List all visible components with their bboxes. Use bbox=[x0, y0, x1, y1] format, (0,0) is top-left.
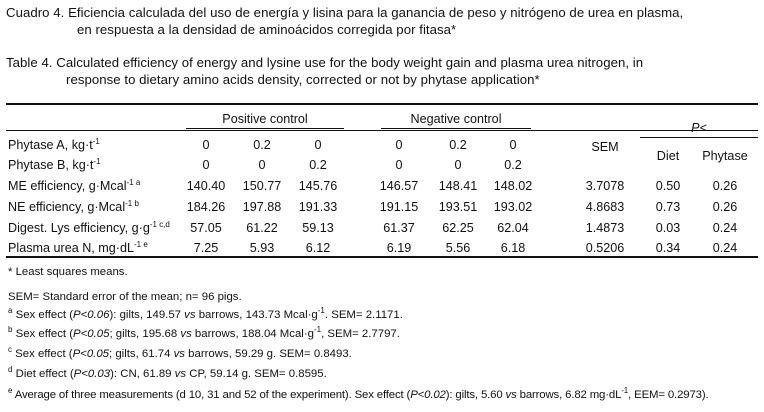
footnote-e-pre: Average of three measurements (d 10, 31 and 52 of the experiment). Sex effect ( bbox=[14, 389, 411, 401]
footnote-e-post: , EEM= 0.2973). bbox=[628, 389, 709, 401]
table-cell: 6.18 bbox=[500, 241, 526, 255]
footnote-a-sup: -1 bbox=[317, 306, 325, 316]
table-cell: 0.2 bbox=[449, 138, 467, 152]
footnote-c-pre: Sex effect ( bbox=[15, 348, 73, 360]
footnote-c-mark: c bbox=[8, 345, 12, 355]
table-cell: 197.88 bbox=[242, 200, 282, 214]
footnote-d-mark: d bbox=[8, 365, 13, 375]
table-cell: 57.05 bbox=[190, 221, 222, 235]
row-label bbox=[8, 178, 140, 194]
table-cell: 191.33 bbox=[298, 200, 338, 214]
footnote-e-text: ): gilts, 5.60 bbox=[445, 389, 506, 401]
footnote-e-mark: e bbox=[8, 386, 13, 396]
table-cell: 0.2 bbox=[253, 138, 271, 152]
footnote-d-text2: CP, 59.14 g. SEM= 0.8595. bbox=[186, 368, 327, 380]
footnote-b-pre: Sex effect ( bbox=[15, 328, 74, 340]
row-label-sup: -1 c,d bbox=[149, 219, 170, 229]
sem-cell: 0.5206 bbox=[585, 241, 625, 255]
footnote-sem: SEM= Standard error of the mean; n= 96 pigs. bbox=[8, 291, 242, 303]
row-label bbox=[8, 220, 170, 236]
table-cell: 5.93 bbox=[249, 241, 275, 255]
negative-group-rule bbox=[381, 128, 531, 129]
footnote-star: * Least squares means. bbox=[8, 266, 128, 278]
table-cell: 0.2 bbox=[309, 158, 327, 172]
row-label-sup: -1 b bbox=[125, 198, 139, 208]
sem-cell: 1.4873 bbox=[585, 221, 625, 235]
diet-p-cell: 0.50 bbox=[655, 179, 681, 193]
footnote-d-pre: Diet effect ( bbox=[15, 368, 74, 380]
footnote-c bbox=[8, 347, 352, 361]
table-cell: 150.77 bbox=[242, 179, 282, 193]
phytase-p-cell: 0.26 bbox=[712, 200, 738, 214]
row-label-sup: -1 e bbox=[134, 239, 148, 249]
phytase-p-cell: 0.26 bbox=[712, 179, 738, 193]
footnote-a-text: ): gilts, 149.57 bbox=[109, 309, 185, 321]
footnote-e-text2: barrows, 6.82 mg·dL bbox=[516, 389, 622, 401]
sem-cell: 4.8683 bbox=[585, 200, 625, 214]
footnote-c-text: ; gilts, 61.74 bbox=[109, 348, 174, 360]
table-cell: 0 bbox=[202, 158, 210, 172]
footnote-a-text2: barrows, 143.73 Mcal·g bbox=[195, 309, 318, 321]
table-cell: 148.41 bbox=[438, 179, 478, 193]
table-cell: 6.19 bbox=[386, 241, 412, 255]
footnote-b-p: P<0.05 bbox=[73, 328, 110, 340]
positive-group-rule bbox=[186, 128, 344, 129]
phytase-p-cell: 0.24 bbox=[712, 241, 738, 255]
table-top-rule bbox=[6, 103, 758, 105]
table-cell: 184.26 bbox=[186, 200, 226, 214]
table-cell: 61.37 bbox=[383, 221, 415, 235]
footnote-b-vs: vs bbox=[180, 328, 192, 340]
p-group-rule bbox=[640, 137, 758, 138]
footnote-b-text: ; gilts, 195.68 bbox=[109, 328, 181, 340]
footnote-c-text2: barrows, 59.29 g. SEM= 0.8493. bbox=[184, 348, 352, 360]
table-cell: 0 bbox=[454, 158, 462, 172]
diet-subheader: Diet bbox=[656, 149, 680, 163]
table-cell: 0 bbox=[395, 138, 403, 152]
footnote-e-sup: -1 bbox=[621, 386, 629, 396]
caption-spanish bbox=[6, 4, 683, 38]
footnote-c-vs: vs bbox=[173, 348, 185, 360]
p-header: P< bbox=[691, 121, 707, 135]
footnote-a-post: . SEM= 2.1171. bbox=[324, 309, 403, 321]
table-cell: 62.04 bbox=[497, 221, 529, 235]
footnote-e-p: P<0.02 bbox=[410, 389, 446, 401]
negative-control-header: Negative control bbox=[410, 112, 502, 126]
diet-p-cell: 0.34 bbox=[655, 241, 681, 255]
table-cell: 5.56 bbox=[445, 241, 471, 255]
footnote-a-pre: Sex effect ( bbox=[15, 309, 74, 321]
footnote-b bbox=[8, 327, 400, 341]
footnote-a-mark: a bbox=[8, 306, 13, 316]
table-cell: 193.02 bbox=[493, 200, 533, 214]
footnote-b-post: , SEM= 2.7797. bbox=[321, 328, 400, 340]
footnote-d-vs: vs bbox=[174, 368, 187, 380]
table-cell: 0 bbox=[258, 158, 266, 172]
footnote-a-p: P<0.06 bbox=[73, 309, 110, 321]
table-cell: 193.51 bbox=[438, 200, 478, 214]
row-label bbox=[8, 157, 101, 173]
table-cell: 62.25 bbox=[442, 221, 474, 235]
table-bottom-rule bbox=[6, 256, 758, 258]
footnote-b-sup: -1 bbox=[313, 325, 322, 335]
table-cell: 0 bbox=[202, 138, 210, 152]
sem-cell: 3.7078 bbox=[585, 179, 625, 193]
footnote-c-p: P<0.05 bbox=[72, 348, 109, 360]
table-cell: 148.02 bbox=[493, 179, 533, 193]
row-label bbox=[8, 199, 139, 215]
footnote-a-vs: vs bbox=[184, 309, 196, 321]
row-label bbox=[8, 137, 100, 153]
table-cell: 145.76 bbox=[298, 179, 338, 193]
table-cell: 7.25 bbox=[193, 241, 219, 255]
table-cell: 191.15 bbox=[379, 200, 419, 214]
row-label-text: ME efficiency, g·Mcal bbox=[8, 179, 127, 193]
table-cell: 6.12 bbox=[305, 241, 331, 255]
diet-p-cell: 0.03 bbox=[655, 221, 681, 235]
row-label-sup: -1 bbox=[93, 156, 101, 166]
caption-en-line-2: response to dietary amino acids density, corrected or not by phytase application* bbox=[66, 72, 540, 87]
footnote-d bbox=[8, 367, 327, 381]
row-label bbox=[8, 240, 148, 256]
footnote-e-vs: vs bbox=[505, 389, 517, 401]
row-label-text: Plasma urea N, mg·dL bbox=[8, 241, 134, 255]
table-cell: 0.2 bbox=[504, 158, 522, 172]
row-label-text: NE efficiency, g·Mcal bbox=[8, 200, 126, 214]
phytase-p-cell: 0.24 bbox=[712, 221, 738, 235]
table-cell: 140.40 bbox=[186, 179, 226, 193]
row-label-sup: -1 a bbox=[126, 177, 141, 187]
caption-es-line-2: en respuesta a la densidad de aminoácidos corregida por fitasa* bbox=[77, 22, 457, 37]
table-cell: 61.22 bbox=[246, 221, 278, 235]
sem-header: SEM bbox=[591, 140, 619, 154]
table-cell: 146.57 bbox=[379, 179, 419, 193]
table-cell: 0 bbox=[314, 138, 322, 152]
row-label-text: Phytase B, kg·t bbox=[8, 158, 94, 172]
caption-english bbox=[6, 54, 643, 88]
table-cell: 59.13 bbox=[302, 221, 334, 235]
table-cell: 0 bbox=[509, 138, 517, 152]
caption-en-line-1: Table 4. Calculated efficiency of energy and lysine use for the body weight gain and plasma urea nitrogen, in bbox=[6, 55, 644, 70]
table-cell: 0 bbox=[395, 158, 403, 172]
footnote-b-text2: barrows, 188.04 Mcal·g bbox=[191, 328, 314, 340]
row-label-sup: -1 bbox=[92, 136, 100, 146]
diet-p-cell: 0.73 bbox=[655, 200, 681, 214]
footnote-b-mark: b bbox=[8, 325, 13, 335]
phytase-subheader: Phytase bbox=[702, 149, 748, 163]
caption-es-line-1: Cuadro 4. Eficiencia calculada del uso de energía y lisina para la ganancia de peso y nitrógeno de urea en plasma, bbox=[6, 5, 684, 20]
row-label-text: Phytase A, kg·t bbox=[8, 138, 93, 152]
positive-control-header: Positive control bbox=[222, 112, 308, 126]
footnote-d-p: P<0.03 bbox=[73, 368, 111, 380]
footnote-d-text: ): CN, 61.89 bbox=[110, 368, 175, 380]
row-label-text: Digest. Lys efficiency, g·g bbox=[8, 221, 150, 235]
footnote-a bbox=[8, 308, 403, 322]
footnote-e bbox=[8, 388, 708, 402]
